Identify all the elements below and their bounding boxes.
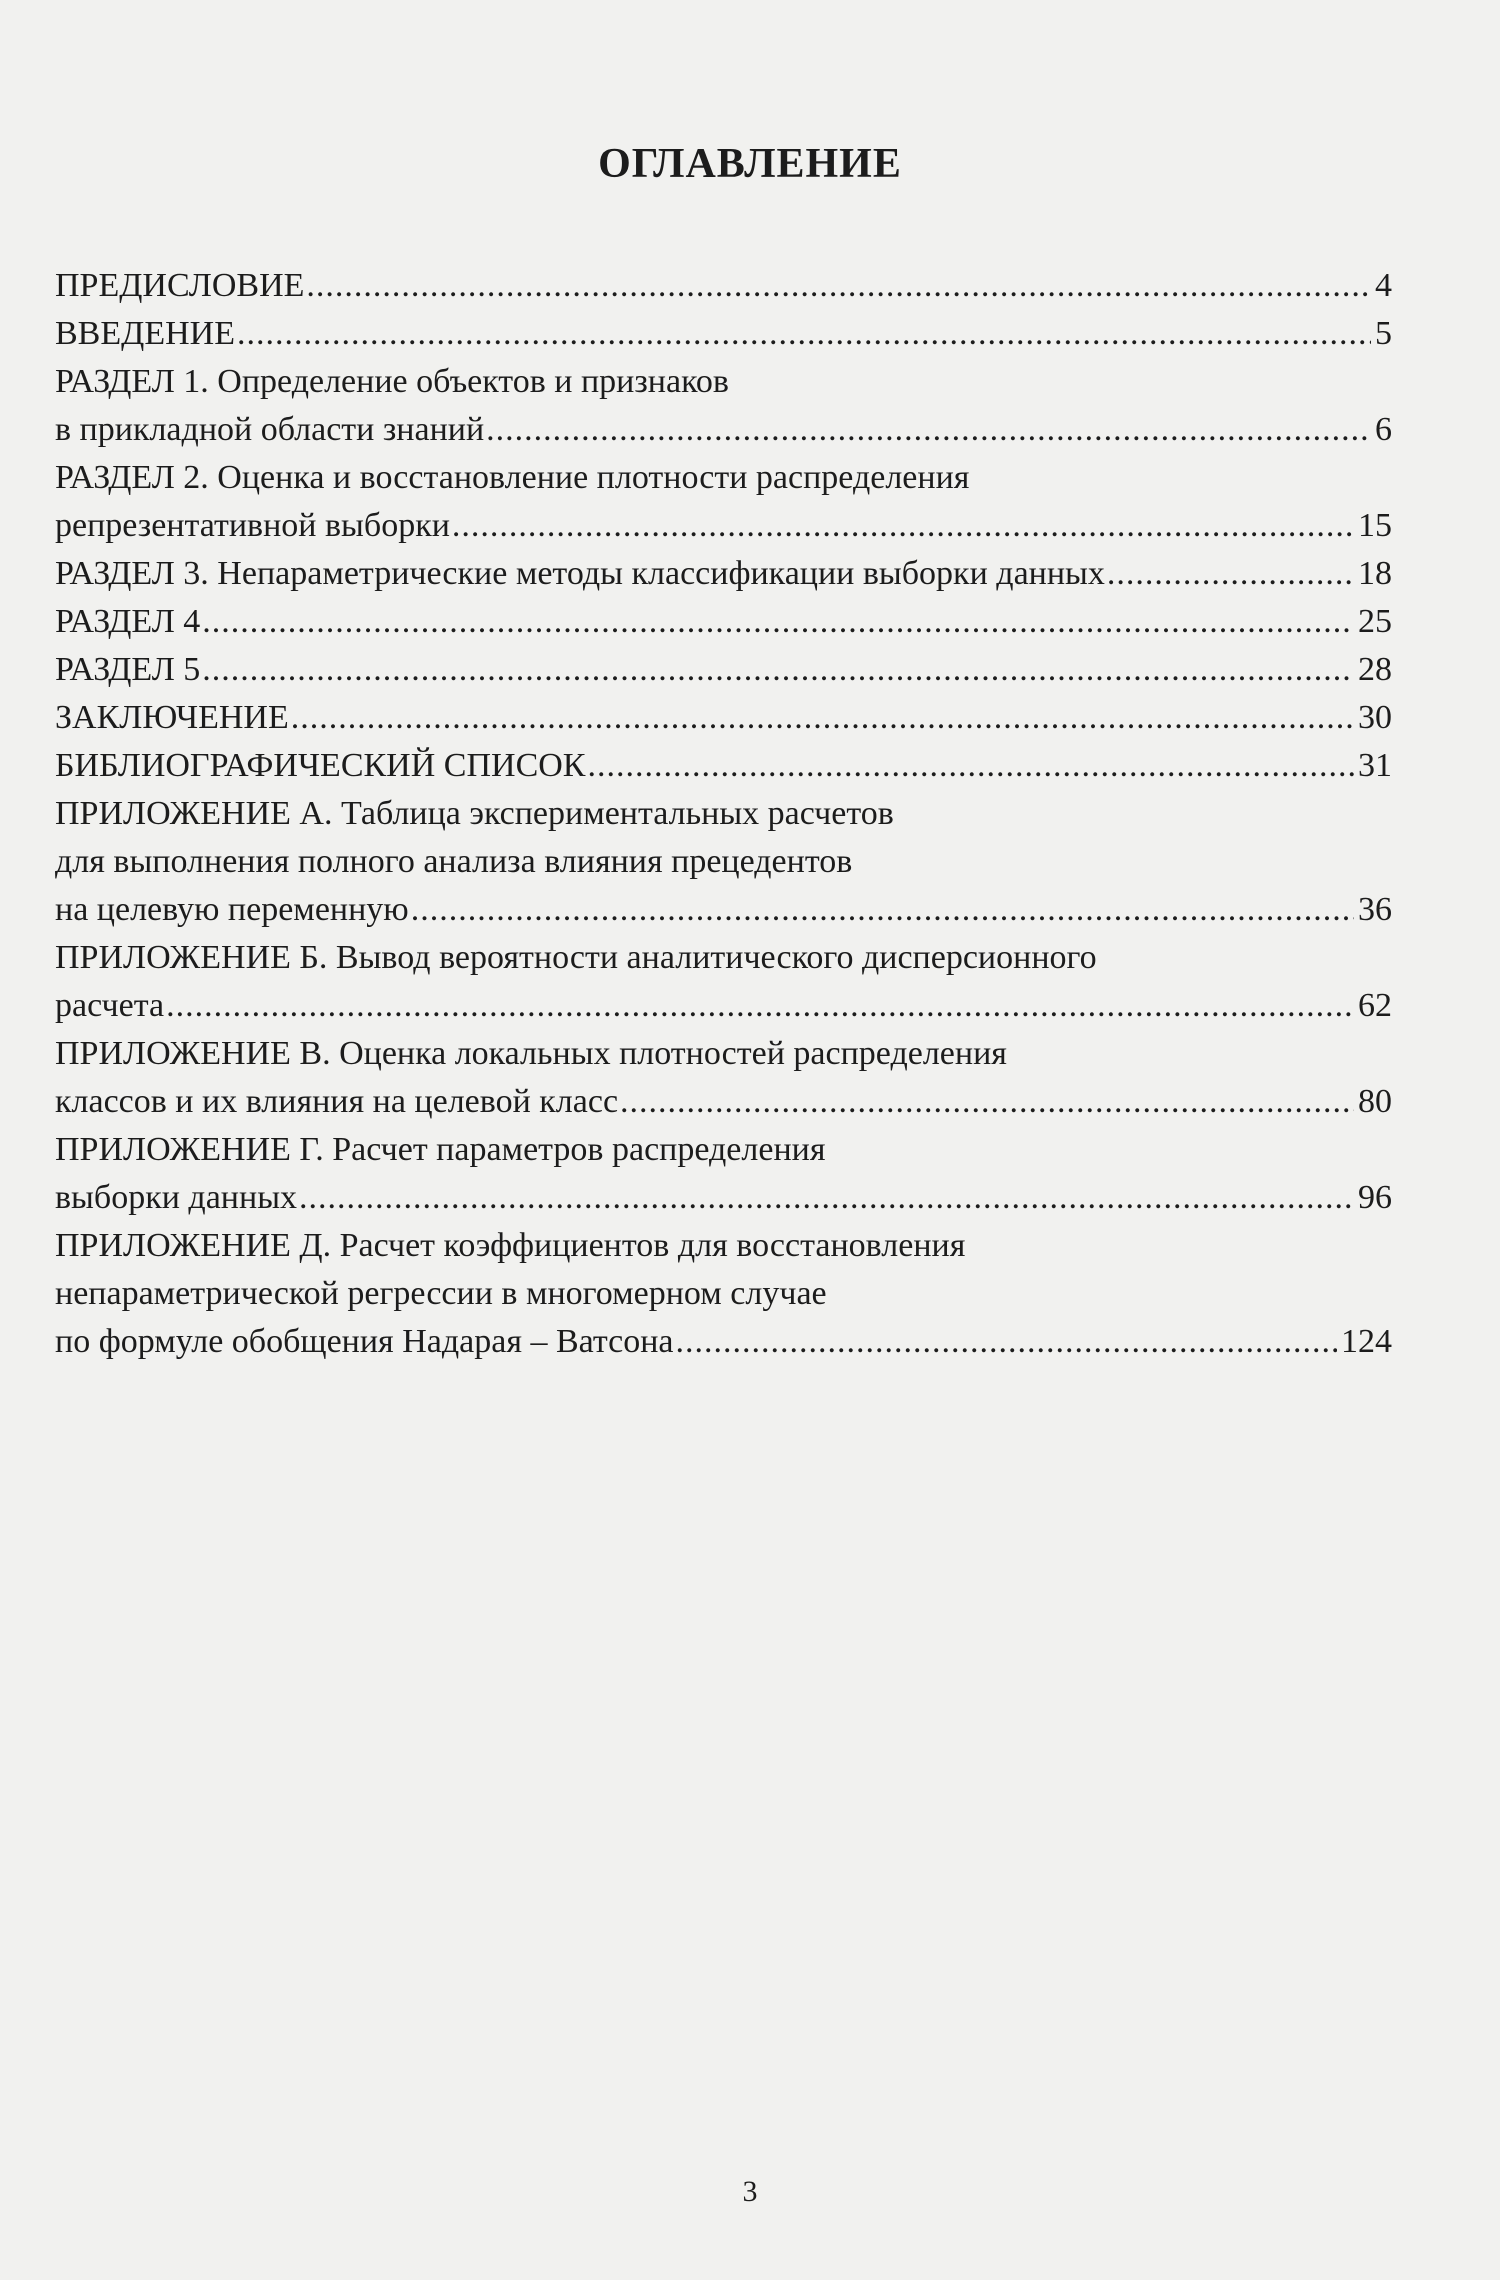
toc-page-number: 28 <box>1358 651 1392 688</box>
toc-entry-title: для выполнения полного анализа влияния прецедентов <box>55 843 853 880</box>
toc-entry <box>55 934 1392 1030</box>
dot-leader <box>411 886 1354 934</box>
toc-entry-title: по формуле обобщения Надарая – Ватсона <box>55 1323 674 1360</box>
dot-leader <box>676 1318 1338 1366</box>
toc-page-number: 124 <box>1341 1323 1392 1360</box>
dot-leader <box>202 646 1354 694</box>
toc-entry-last-line <box>55 1078 1392 1126</box>
toc-entry-last-line <box>55 694 1392 742</box>
toc-entry <box>55 550 1392 598</box>
dot-leader <box>166 982 1354 1030</box>
toc-entry-last-line <box>55 310 1392 358</box>
toc-entry-last-line <box>55 550 1392 598</box>
toc-entry-line <box>55 838 1392 886</box>
toc-entry-line <box>55 1030 1392 1078</box>
toc-entry-last-line <box>55 982 1392 1030</box>
dot-leader <box>306 262 1371 310</box>
dot-leader <box>620 1078 1354 1126</box>
toc-entry-line <box>55 1126 1392 1174</box>
toc-entry-title: репрезентативной выборки <box>55 507 450 544</box>
toc-entry-title: в прикладной области знаний <box>55 411 485 448</box>
toc-entry-title: расчета <box>55 987 165 1024</box>
dot-leader <box>1107 550 1354 598</box>
toc-entry-last-line <box>55 406 1392 454</box>
toc-entry-line <box>55 790 1392 838</box>
dot-leader <box>588 742 1355 790</box>
toc-page-number: 80 <box>1358 1083 1392 1120</box>
toc-entry-line <box>55 454 1392 502</box>
toc-entry-title: РАЗДЕЛ 2. Оценка и восстановление плотности распределения <box>55 459 970 496</box>
toc-entry-last-line <box>55 1174 1392 1222</box>
toc-page-number: 62 <box>1358 987 1392 1024</box>
toc-entry-title: ПРИЛОЖЕНИЕ Б. Вывод вероятности аналитического дисперсионного <box>55 939 1097 976</box>
toc-entry <box>55 1030 1392 1126</box>
toc-page-number: 96 <box>1358 1179 1392 1216</box>
toc-entry-line <box>55 1270 1392 1318</box>
toc-entry-last-line <box>55 646 1392 694</box>
toc-page-number: 18 <box>1358 555 1392 592</box>
toc-entry-last-line <box>55 502 1392 550</box>
toc-entry <box>55 694 1392 742</box>
toc-entry-title: РАЗДЕЛ 4 <box>55 603 201 640</box>
toc-page-number: 4 <box>1375 267 1392 304</box>
toc-entry <box>55 262 1392 310</box>
toc-entry-title: ПРИЛОЖЕНИЕ Г. Расчет параметров распределения <box>55 1131 826 1168</box>
toc-page-number: 5 <box>1375 315 1392 352</box>
dot-leader <box>291 694 1354 742</box>
toc-page-number: 31 <box>1358 747 1392 784</box>
dot-leader <box>486 406 1371 454</box>
toc-entry-title: выборки данных <box>55 1179 298 1216</box>
toc-page-number: 36 <box>1358 891 1392 928</box>
dot-leader <box>237 310 1371 358</box>
toc-entry <box>55 358 1392 454</box>
toc-entry-title: ВВЕДЕНИЕ <box>55 315 235 352</box>
toc-entry-last-line <box>55 742 1392 790</box>
toc-entry-title: РАЗДЕЛ 3. Непараметрические методы классификации выборки данных <box>55 555 1105 592</box>
toc-page-number: 6 <box>1375 411 1392 448</box>
toc-entry-title: ЗАКЛЮЧЕНИЕ <box>55 699 289 736</box>
toc-entry-title: ПРИЛОЖЕНИЕ В. Оценка локальных плотностей распределения <box>55 1035 1007 1072</box>
toc-entry <box>55 454 1392 550</box>
toc-entry-title: на целевую переменную <box>55 891 409 928</box>
toc-entry-last-line <box>55 886 1392 934</box>
toc-entry <box>55 598 1392 646</box>
toc-entry-title: БИБЛИОГРАФИЧЕСКИЙ СПИСОК <box>55 747 586 784</box>
toc-page-number: 25 <box>1358 603 1392 640</box>
toc-entry-title: РАЗДЕЛ 1. Определение объектов и признаков <box>55 363 729 400</box>
toc-entry-title: классов и их влияния на целевой класс <box>55 1083 619 1120</box>
toc-entry <box>55 646 1392 694</box>
toc-entry <box>55 742 1392 790</box>
toc-entry-line <box>55 934 1392 982</box>
page-title: ОГЛАВЛЕНИЕ <box>598 141 902 187</box>
toc-page-number: 15 <box>1358 507 1392 544</box>
toc-entry <box>55 1126 1392 1222</box>
toc-entry-last-line <box>55 598 1392 646</box>
toc-entry <box>55 1222 1392 1366</box>
page-number: 3 <box>742 2175 758 2208</box>
toc-entry-title: РАЗДЕЛ 5 <box>55 651 201 688</box>
toc-entry <box>55 790 1392 934</box>
dot-leader <box>452 502 1354 550</box>
table-of-contents <box>55 262 1392 1366</box>
toc-entry <box>55 310 1392 358</box>
toc-entry-title: ПРИЛОЖЕНИЕ А. Таблица экспериментальных расчетов <box>55 795 894 832</box>
toc-entry-title: непараметрической регрессии в многомерном случае <box>55 1275 827 1312</box>
toc-entry-line <box>55 358 1392 406</box>
toc-entry-last-line <box>55 262 1392 310</box>
toc-entry-title: ПРЕДИСЛОВИЕ <box>55 267 305 304</box>
toc-entry-title: ПРИЛОЖЕНИЕ Д. Расчет коэффициентов для восстановления <box>55 1227 966 1264</box>
dot-leader <box>202 598 1354 646</box>
toc-entry-last-line <box>55 1318 1392 1366</box>
toc-entry-line <box>55 1222 1392 1270</box>
toc-page-number: 30 <box>1358 699 1392 736</box>
dot-leader <box>299 1174 1354 1222</box>
